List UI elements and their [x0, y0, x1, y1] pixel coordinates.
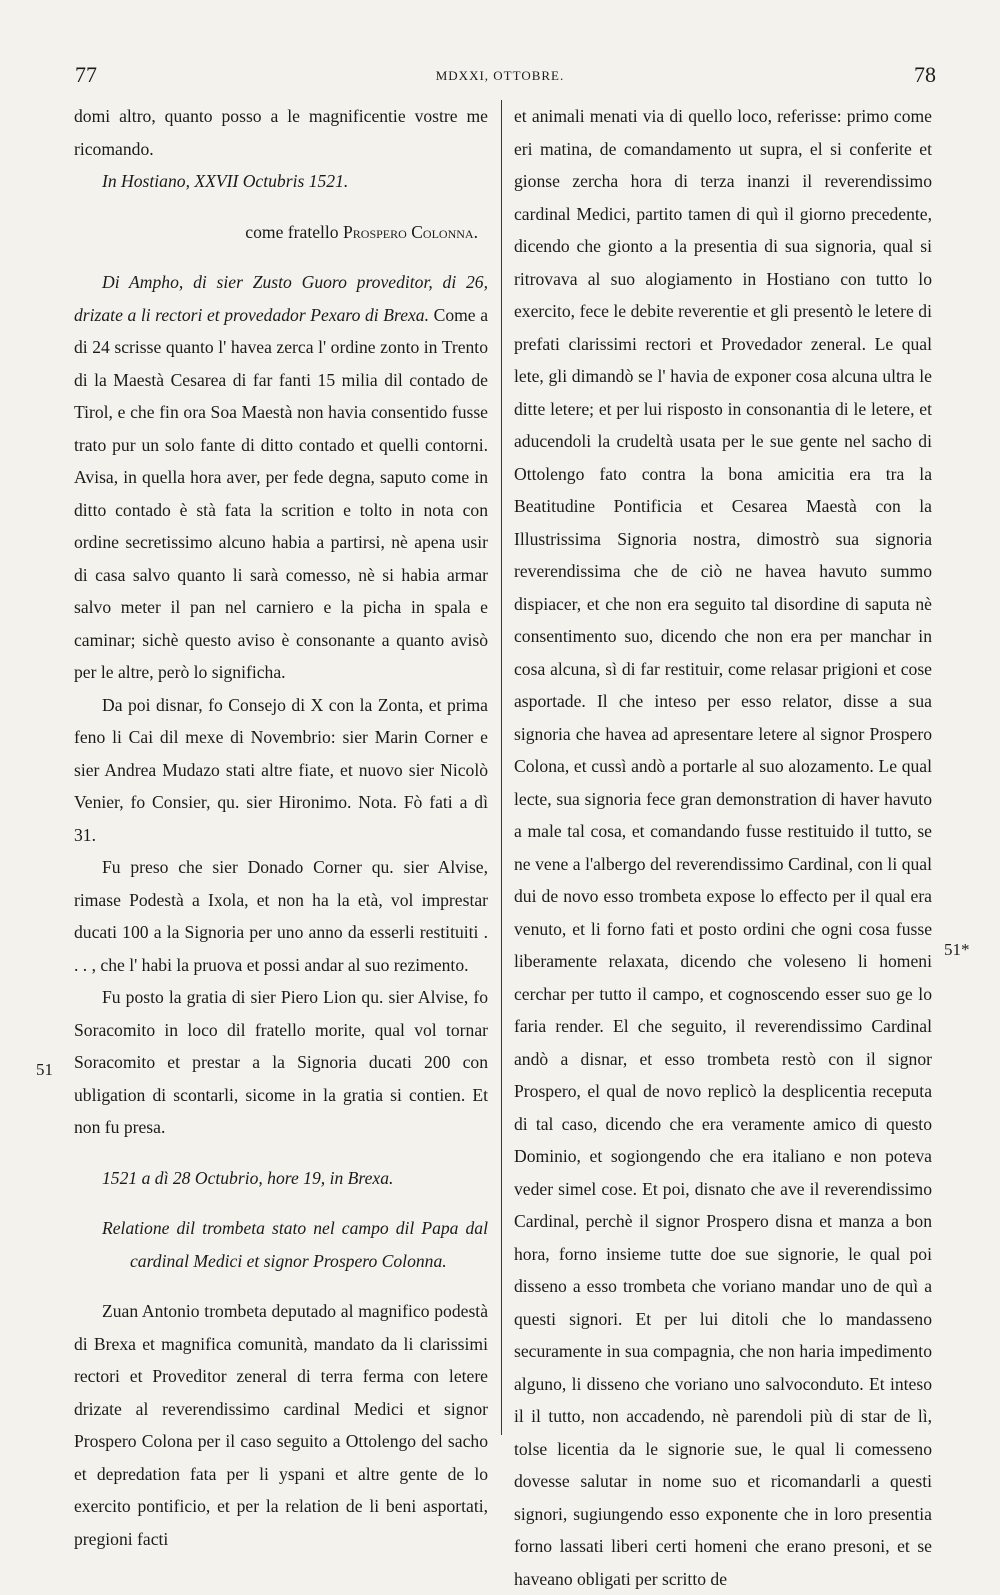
right-page-number: 78 — [914, 62, 936, 87]
paragraph: domi altro, quanto posso a le magnificentie vostre me ricomando. — [74, 106, 488, 159]
right-margin-number: 51* — [944, 940, 970, 959]
paragraph: Fu preso che sier Donado Corner qu. sier Alvise, rimase Podestà a Ixola, et non ha la età, vol imprestar ducati 100 a la Signoria per uno anno da esserli restituiti . . . , che l' habi la pruova et possi andar al suo rezimento. — [74, 857, 488, 975]
spacer — [74, 1277, 488, 1295]
running-title: MDXXI, OTTOBRE. — [435, 68, 565, 83]
paragraph: Da poi disnar, fo Consejo di X con la Zonta, et prima feno li Cai dil mexe di Novembrio: sier Marin Corner e sier Andrea Mudazo stati altre fiate, et nuovo sier Nicolò Venier, fo Consier, qu. sier Hironimo. Nota. Fò fati a dì 31. — [74, 694, 488, 845]
right-column — [514, 100, 932, 1595]
dateline-brexa: 1521 a dì 28 Octubrio, hore 19, in Brexa. — [102, 1167, 394, 1188]
signature — [74, 216, 488, 249]
spacer — [74, 198, 488, 216]
paragraph: et animali menati via di quello loco, referisse: primo come eri matina, de comandamento ut supra, el si conferite et gionse zercha hora di terza inanzi il reverendissimo cardinal Medici, partito tamen di quì il giorno precedente, dicendo che gionto a la presentia di sua signoria, qual si ritrovava al suo alogiamento in Hostiano con tutto lo exercito, fece le debite reverentie et gli presentò le letere di prefati clarissimi rectori et Provedador zeneral. Le qual lete, gli dimandò se l' havia de exponer cosa alcuna ultra le ditte letere; et per lui risposto in consonantia di le letere, et aducendoli la crudeltà usata per le sue gente nel sacho di Ottolengo fato contra la bona amicitia era tra la Beatitudine Pontificia et Cesarea Maestà con la Illustrissima Signoria nostra, dimostrò sua signoria reverendissima che de ciò ne havea havuto summo dispiacer, et che non era seguito tal disordine di saputa nè consentimento suo, dicendo che non era per manchar in cosa alcuna, sì di far restituir, come relasar prigioni et cose asportade. Il che inteso per esso relator, disse a sua signoria che havea ad apresentare letere al signor Prospero Colona, et cussì andò a portarle al suo alozamento. Le qual lecte, sua signoria fece gran demonstration di haver havuto a male tal cosa, et comandando fusse restituido il tutto, se ne vene a l'albergo del reverendissimo Cardinal, con li qual dui de novo esso trombeta expose lo effecto per il qual era venuto, et li forno fati et posto ordini che ogni cosa fusse liberamente relaxata, dicendo che voleseno li homeni cerchar per tutto il campo, et cognoscendo esser suo ge lo faria render. El che seguito, il reverendissimo Cardinal andò a disnar, et esso trombeta restò con il signor Prospero, el qual de novo replicò la desplicentia receputa di tal caso, dicendo che era veramente amico di questo Dominio, et sogiongendo che era italiano e non poteva veder simel cose. Et poi, disnato che ave il reverendissimo Cardinal, perchè il signor Prospero disna et manza a bon hora, forno insieme tutte doe sue signorie, le qual poi disseno a esso trombeta che voriano mandar uno de quì a questi signori. Et per lui ditoli che lo mandasseno securamente in sua compagnia, che non haria impedimento alguno, li disseno che voriano uno salvoconduto. Et inteso il il tutto, non accadendo, nè parendoli più di star de lì, tolse licentia da le signorie sue, le qual li comesseno dovesse salutar in nome suo et ricomandarli a questi signori, sugiungendo esso exponente che in loro presentia forno lassati liberi certi homeni che erano presoni, et se haveano obligati per scritto de — [514, 106, 932, 1589]
paragraph: Zuan Antonio trombeta deputado al magnifico podestà di Brexa et magnifica comunità, mandato da li clarissimi rectori et Proveditor zeneral di terra ferma con letere drizate al reverendissimo cardinal Medici et signor Prospero Colona per il caso seguito a Ottolengo del sacho et depredation fata per li yspani et altre gente de lo exercito pontificio, et per la relation de li beni asportati, pregioni facti — [74, 1301, 488, 1549]
column-rule — [501, 100, 502, 1435]
spacer — [74, 248, 488, 266]
spacer — [74, 1194, 488, 1212]
left-margin-number: 51 — [36, 1060, 53, 1079]
letter-heading: Di Ampho, di sier Zusto Guoro proveditor, di 26, drizate a li rectori et provedador Pexaro di Brexa. — [74, 272, 488, 325]
signature-name: Prospero Colonna. — [343, 221, 478, 242]
spacer — [74, 1144, 488, 1162]
section-heading: Relatione dil trombeta stato nel campo dil Papa dal cardinal Medici et signor Prospero Colonna. — [102, 1218, 488, 1271]
paragraph: Fu posto la gratia di sier Piero Lion qu. sier Alvise, fo Soracomito in loco dil fratello morite, qual vol tornar Soracomito et prestar a la Signoria ducati 200 con ubligation di scontarli, sicome in la gratia si contien. Et non fu presa. — [74, 987, 488, 1137]
letter-paragraph — [74, 266, 488, 689]
dateline: In Hostiano, XXVII Octubris 1521. — [102, 171, 349, 191]
signature-prefix: come fratello — [245, 221, 343, 242]
left-column — [74, 100, 488, 1555]
letter-text: Come a di 24 scrisse quanto l' havea zerca l' ordine zonto in Trento di la Maestà Cesarea di far fanti 15 milia dil contado de Tirol, e che fin ora Soa Maestà non havia consentido fusse trato pur un solo fante di ditto contado et quelli contorni. Avisa, in quella hora aver, per fede degna, saputo come in ditto contado è stà fata la scrition e tolto in nota con ordine secretissimo alcuno habia a partirsi, nè apena usir di casa salvo quanto li sarà comesso, nè si habia armar salvo meter il pan nel carniero e la picha in spala e caminar; sichè questo aviso è consonante a quanto avisò per le altre, però lo significha. — [74, 304, 489, 682]
left-page-number: 77 — [75, 62, 97, 87]
